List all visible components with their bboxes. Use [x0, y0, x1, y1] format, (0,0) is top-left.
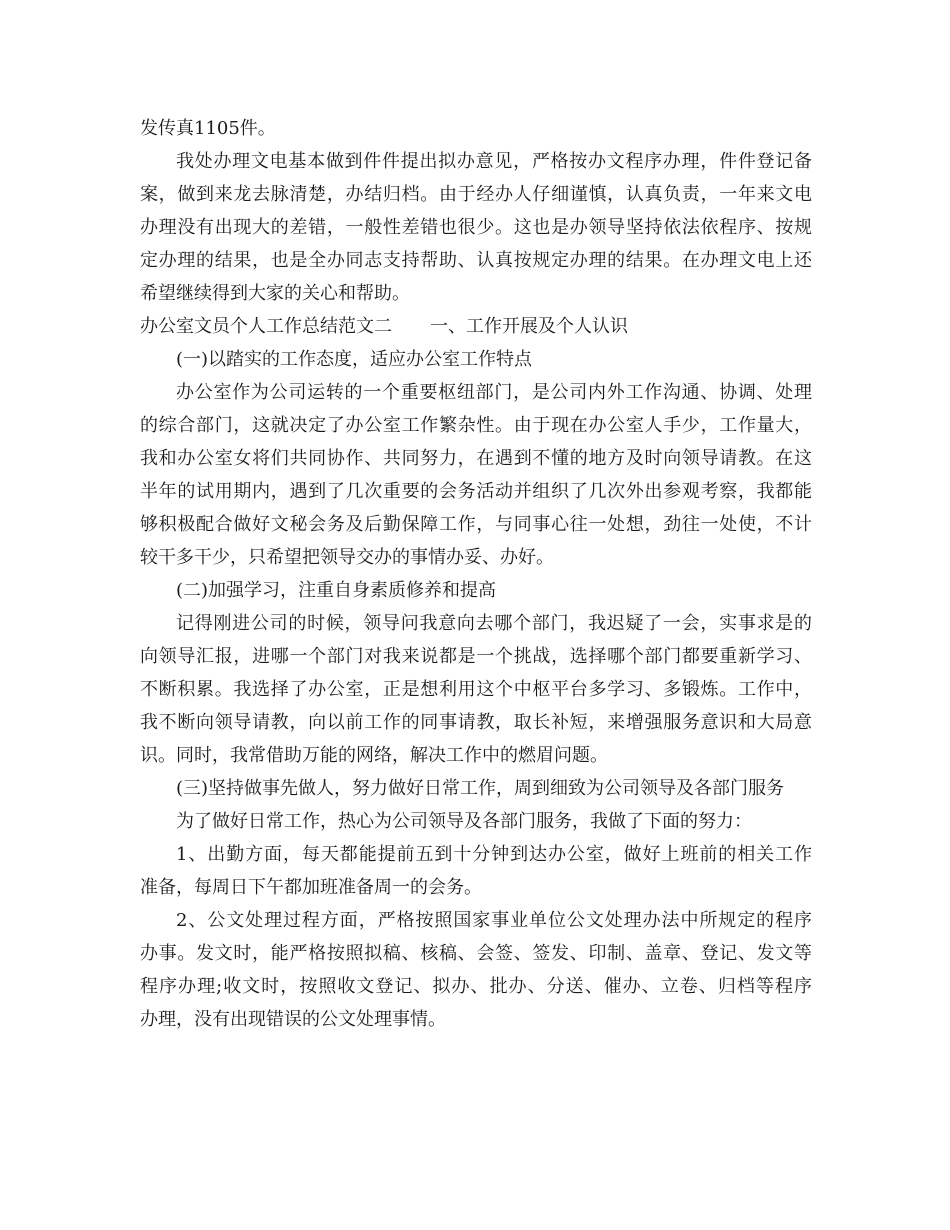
paragraph-line: 识。同时，我常借助万能的网络，解决工作中的燃眉问题。	[140, 745, 608, 766]
paragraph-line: 我不断向领导请教，向以前工作的同事请教，取长补短，来增强服务意识和大局意	[140, 712, 812, 733]
paragraph-line: 定办理的结果，也是全办同志支持帮助、认真按规定办理的结果。在办理文电上还	[140, 250, 812, 271]
paragraph-line: 希望继续得到大家的关心和帮助。	[140, 283, 410, 304]
paragraph-line: (三)坚持做事先做人，努力做好日常工作，周到细致为公司领导及各部门服务	[176, 778, 785, 799]
section-heading: 一、工作开展及个人认识	[430, 316, 628, 337]
paragraph-line: 准备，每周日下午都加班准备周一的会务。	[140, 877, 482, 898]
paragraph-line: 办事。发文时，能严格按照拟稿、核稿、会签、签发、印制、盖章、登记、发文等	[140, 943, 812, 964]
paragraph-line: 2、公文处理过程方面，严格按照国家事业单位公文处理办法中所规定的程序	[176, 910, 812, 931]
paragraph-line: (二)加强学习，注重自身素质修养和提高	[176, 580, 497, 601]
paragraph-line: 向领导汇报，进哪一个部门对我来说都是一个挑战，选择哪个部门都要重新学习、	[140, 646, 812, 667]
paragraph-line: 为了做好日常工作，热心为公司领导及各部门服务，我做了下面的努力：	[176, 811, 752, 832]
paragraph-line: 办理，没有出现错误的公文处理事情。	[140, 1009, 446, 1030]
paragraph-line: 记得刚进公司的时候，领导问我意向去哪个部门，我迟疑了一会，实事求是的	[176, 613, 812, 634]
paragraph-line: 办理没有出现大的差错，一般性差错也很少。这也是办领导坚持依法依程序、按规	[140, 217, 812, 238]
paragraph-line: 程序办理;收文时，按照收文登记、拟办、批办、分送、催办、立卷、归档等程序	[140, 976, 812, 997]
paragraph-line: (一)以踏实的工作态度，适应办公室工作特点	[176, 349, 533, 370]
paragraph-line: 半年的试用期内，遇到了几次重要的会务活动并组织了几次外出参观考察，我都能	[140, 481, 812, 502]
paragraph-line: 我处办理文电基本做到件件提出拟办意见，严格按办文程序办理，件件登记备	[176, 151, 812, 172]
paragraph-line: 办公室作为公司运转的一个重要枢纽部门，是公司内外工作沟通、协调、处理	[176, 382, 812, 403]
paragraph-line: 的综合部门，这就决定了办公室工作繁杂性。由于现在办公室人手少，工作量大，	[140, 415, 812, 436]
paragraph-line: 不断积累。我选择了办公室，正是想利用这个中枢平台多学习、多锻炼。工作中，	[140, 679, 812, 700]
paragraph-line: 较干多干少，只希望把领导交办的事情办妥、办好。	[140, 547, 554, 568]
paragraph-line: 够积极配合做好文秘会务及后勤保障工作，与同事心往一处想，劲往一处使，不计	[140, 514, 812, 535]
section-title: 办公室文员个人工作总结范文二	[140, 316, 392, 337]
section-title-line	[140, 310, 812, 343]
paragraph-line: 发传真1105件。	[140, 118, 276, 139]
paragraph-line: 1、出勤方面，每天都能提前五到十分钟到达办公室，做好上班前的相关工作	[176, 844, 812, 865]
document-body	[140, 112, 812, 1036]
paragraph-line: 我和办公室女将们共同协作、共同努力，在遇到不懂的地方及时向领导请教。在这	[140, 448, 812, 469]
paragraph-line: 案，做到来龙去脉清楚，办结归档。由于经办人仔细谨慎，认真负责，一年来文电	[140, 184, 812, 205]
